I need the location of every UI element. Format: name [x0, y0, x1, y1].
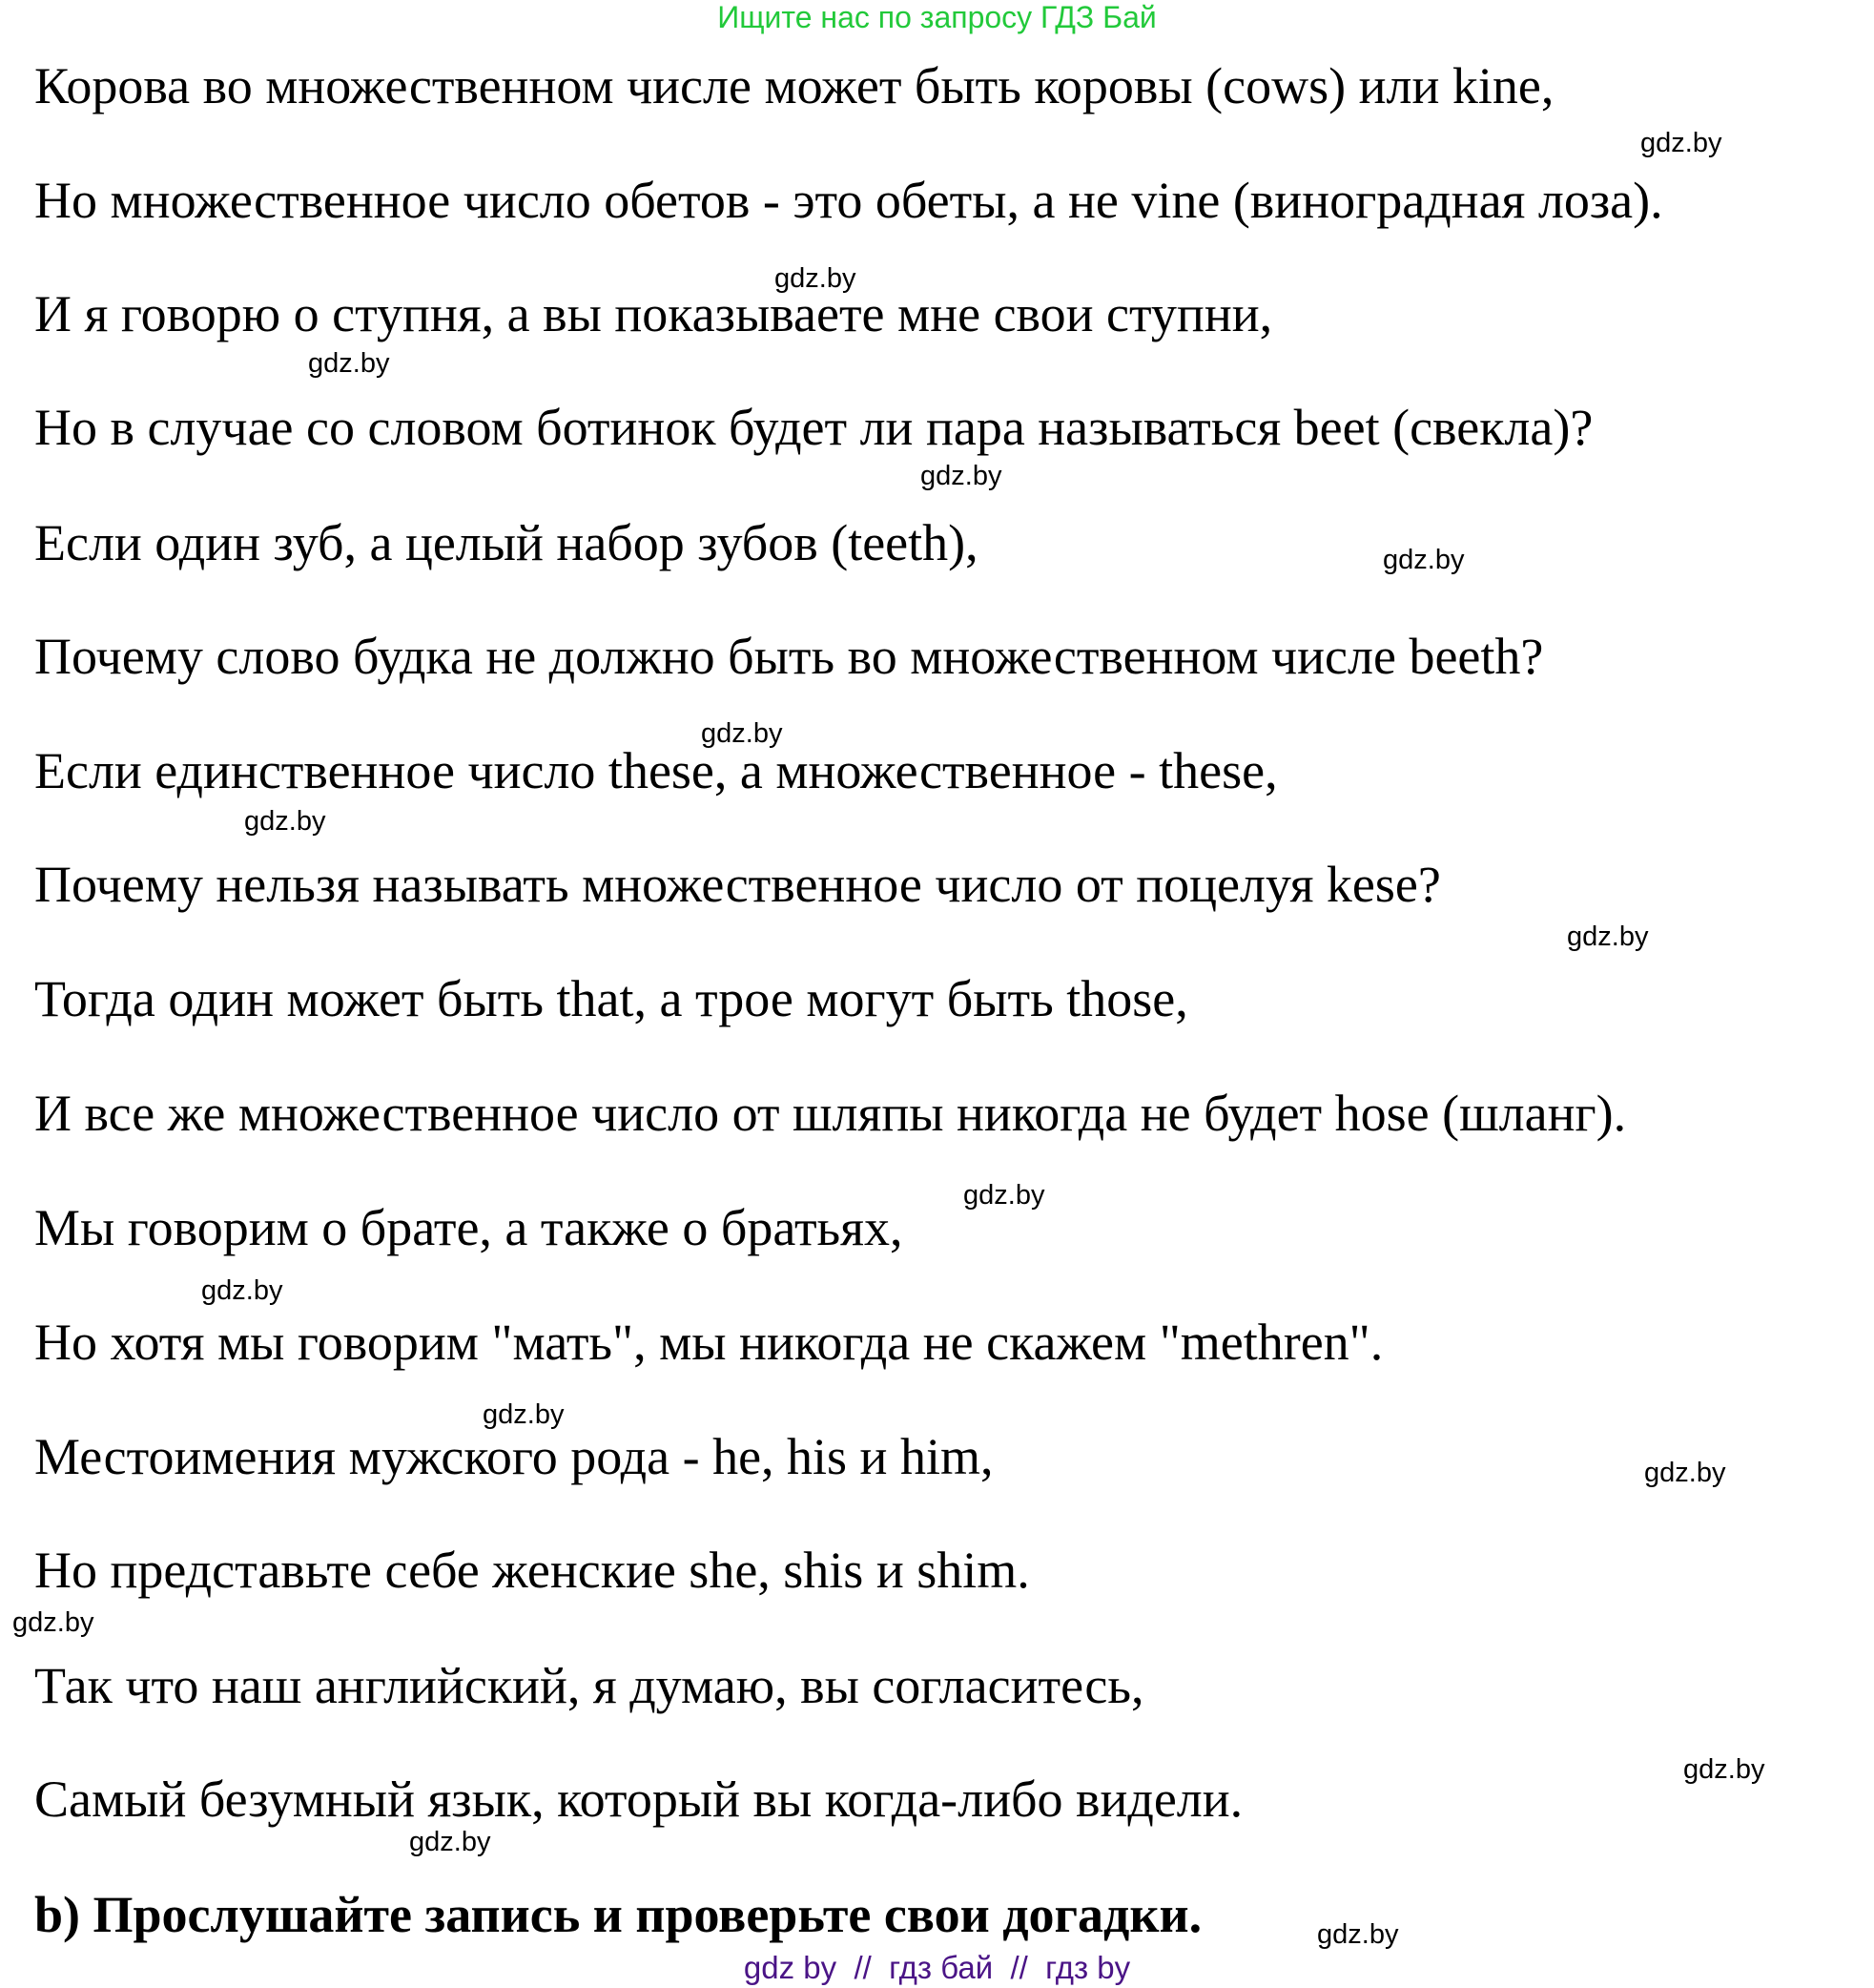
- poem-line: Но представьте себе женские she, shis и shim.: [34, 1542, 1030, 1599]
- poem-line: Самый безумный язык, который вы когда-либо видели.: [34, 1771, 1244, 1828]
- poem-line: Тогда один может быть that, а трое могут быть those,: [34, 970, 1188, 1027]
- watermark: gdz.by: [963, 1180, 1045, 1211]
- poem-line: И все же множественное число от шляпы никогда не будет hose (шланг).: [34, 1085, 1627, 1142]
- watermark: gdz.by: [201, 1275, 283, 1306]
- watermark: gdz.by: [1644, 1458, 1726, 1488]
- watermark: gdz.by: [483, 1399, 565, 1430]
- task-instruction: b) Прослушайте запись и проверьте свои догадки.: [34, 1886, 1203, 1943]
- watermark: gdz.by: [244, 806, 326, 837]
- watermark: gdz.by: [774, 263, 856, 294]
- watermark: gdz.by: [1317, 1919, 1399, 1950]
- poem-line: Местоимения мужского рода - he, his и him,: [34, 1428, 994, 1485]
- watermark: gdz.by: [12, 1607, 94, 1638]
- poem-line: Если один зуб, а целый набор зубов (teeth),: [34, 514, 978, 571]
- poem-line: Корова во множественном числе может быть коровы (cows) или kine,: [34, 57, 1555, 114]
- footer-banner: gdz by // гдз бай // гдз by: [743, 1950, 1131, 1985]
- watermark: gdz.by: [1383, 545, 1465, 575]
- watermark: gdz.by: [1683, 1754, 1765, 1785]
- watermark: gdz.by: [409, 1827, 491, 1857]
- poem-line: Почему слово будка не должно быть во множественном числе beeth?: [34, 628, 1544, 685]
- poem-line: Если единственное число these, а множественное - these,: [34, 742, 1278, 799]
- watermark: gdz.by: [920, 461, 1002, 491]
- poem-line: Но хотя мы говорим "мать", мы никогда не скажем "methren".: [34, 1314, 1384, 1371]
- watermark: gdz.by: [308, 348, 390, 379]
- poem-line: Мы говорим о брате, а также о братьях,: [34, 1199, 903, 1256]
- poem-line: Почему нельзя называть множественное число от поцелуя kese?: [34, 856, 1441, 913]
- search-hint-banner: Ищите нас по запросу ГДЗ Бай: [717, 0, 1157, 34]
- poem-line: И я говорю о ступня, а вы показываете мне свои ступни,: [34, 285, 1273, 342]
- watermark: gdz.by: [701, 718, 783, 749]
- poem-line: Но в случае со словом ботинок будет ли пара называться beet (свекла)?: [34, 399, 1594, 456]
- poem-line: Так что наш английский, я думаю, вы согласитесь,: [34, 1657, 1144, 1714]
- poem-line: Но множественное число обетов - это обеты, а не vine (виноградная лоза).: [34, 172, 1663, 229]
- watermark: gdz.by: [1640, 128, 1722, 158]
- watermark: gdz.by: [1567, 922, 1649, 952]
